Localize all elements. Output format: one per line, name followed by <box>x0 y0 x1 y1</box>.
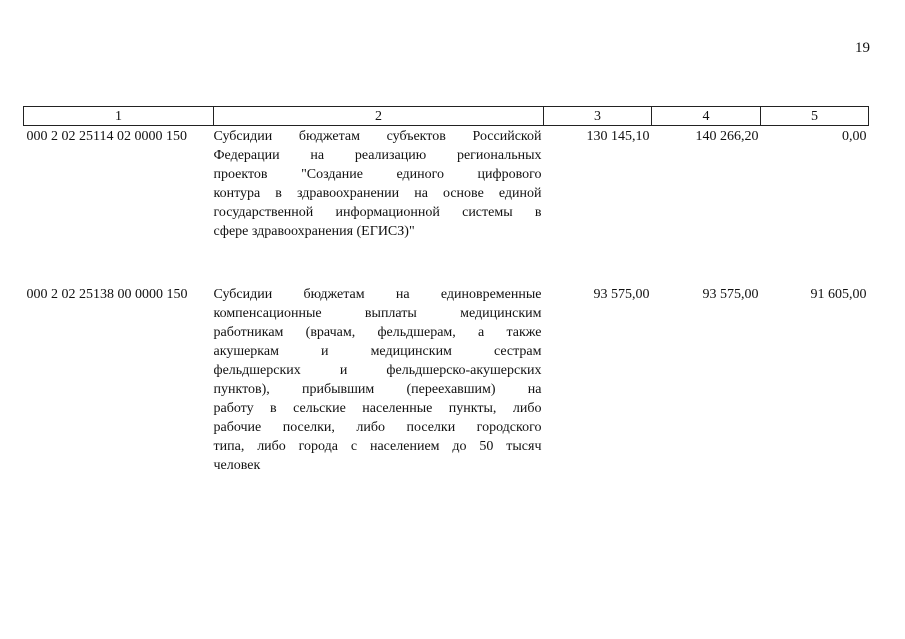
table-row <box>24 126 869 285</box>
table-row <box>24 284 869 485</box>
item-name-line: компенсационные выплаты медицинским <box>213 306 542 321</box>
item-name-line: акушеркам и медицинским сестрам <box>213 344 542 359</box>
item-name-line: государственной информационной системы в <box>213 205 542 220</box>
budget-table <box>23 106 869 485</box>
item-name-line: работникам (врачам, фельдшерам, а также <box>213 325 542 340</box>
value-col3-cell: 93 575,00 <box>593 287 650 302</box>
column-header-4: 4 <box>652 107 761 126</box>
item-name-line: Субсидии бюджетам субъектов Российской <box>213 129 542 144</box>
item-name-line: рабочие поселки, либо поселки городского <box>213 420 542 435</box>
item-name-line: проектов "Создание единого цифрового <box>213 167 542 182</box>
value-col4-cell: 140 266,20 <box>695 129 759 144</box>
budget-code-cell: 000 2 02 25138 00 0000 150 <box>26 287 188 302</box>
item-name-line: человек <box>213 458 261 473</box>
item-name-line: сфере здравоохранения (ЕГИСЗ)" <box>213 224 415 239</box>
item-name-line: работу в сельские населенные пункты, либо <box>213 401 542 416</box>
value-col4-cell: 93 575,00 <box>702 287 759 302</box>
item-name-line: фельдшерских и фельдшерско-акушерских <box>213 363 542 378</box>
value-col5-cell: 91 605,00 <box>810 287 867 302</box>
item-name-cell <box>214 284 544 485</box>
value-col3-cell: 130 145,10 <box>586 129 650 144</box>
column-header-5: 5 <box>761 107 869 126</box>
item-name-line: Федерации на реализацию региональных <box>213 148 542 163</box>
item-name-line: типа, либо города с населением до 50 тысяч <box>213 439 542 454</box>
column-header-1: 1 <box>24 107 214 126</box>
item-name-line: пунктов), прибывшим (переехавшим) на <box>213 382 542 397</box>
item-name-cell <box>214 126 544 285</box>
column-header-3: 3 <box>544 107 652 126</box>
column-header-2: 2 <box>214 107 544 126</box>
budget-code-cell: 000 2 02 25114 02 0000 150 <box>26 129 187 144</box>
item-name-line: контура в здравоохранении на основе единой <box>213 186 542 201</box>
page-number: 19 <box>855 40 870 56</box>
value-col5-cell: 0,00 <box>842 129 867 144</box>
table-header-row <box>24 107 869 126</box>
item-name-line: Субсидии бюджетам на единовременные <box>213 287 542 302</box>
